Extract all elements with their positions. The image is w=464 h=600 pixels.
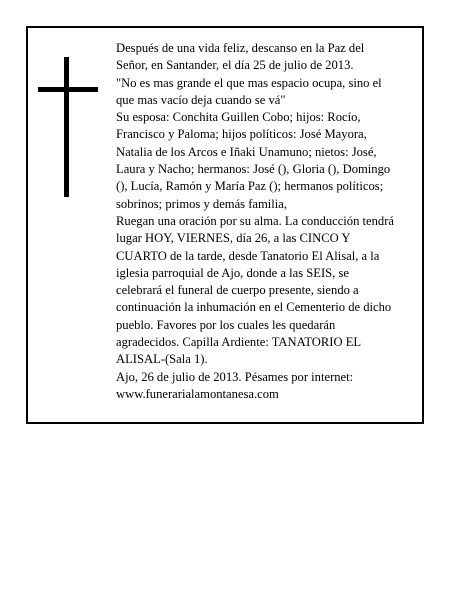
funeral-details-paragraph: Ruegan una oración por su alma. La conducción tendrá lugar HOY, VIERNES, día 26, a las CINCO Y CUARTO de la tarde, desde Tanatorio El Alisal, a la iglesia parroquial de Ajo, donde a las SEIS, se celebrará el funeral de cuerpo presente, siendo a continuación la inhumación en el Cementerio de dicho pueblo. Favores por los cuales les quedarán agradecidos. Capilla Ardiente: TANATORIO EL ALISAL-(Sala 1). — [116, 213, 395, 367]
quote-paragraph: "No es mas grande el que mas espacio ocupa, sino el que mas vacío deja cuando se vá" — [116, 75, 382, 107]
date-and-website-paragraph: Ajo, 26 de julio de 2013. Pésames por internet: www.funerarialamontanesa.com — [116, 369, 354, 401]
announcement-paragraph: Después de una vida feliz, descanso en la Paz del Señor, en Santander, el día 25 de julio de 2013. — [116, 41, 365, 73]
obituary-notice — [26, 26, 424, 424]
notice-text — [116, 40, 398, 403]
family-paragraph: Su esposa: Conchita Guillen Cobo; hijos: Rocío, Francisco y Paloma; hijos políticos: José Mayora, Natalia de los Arcos e Iñaki Unamuno; nietos: José, Laura y Nacho; hermanos: José (), Gloria (), Domingo (), Lucía, Ramón y María Paz (); hermanos políticos; sobrinos; primos y demás familia, — [116, 110, 391, 211]
cross-vertical-bar — [64, 57, 69, 197]
cross-icon — [38, 57, 98, 197]
cross-horizontal-bar — [38, 87, 98, 92]
